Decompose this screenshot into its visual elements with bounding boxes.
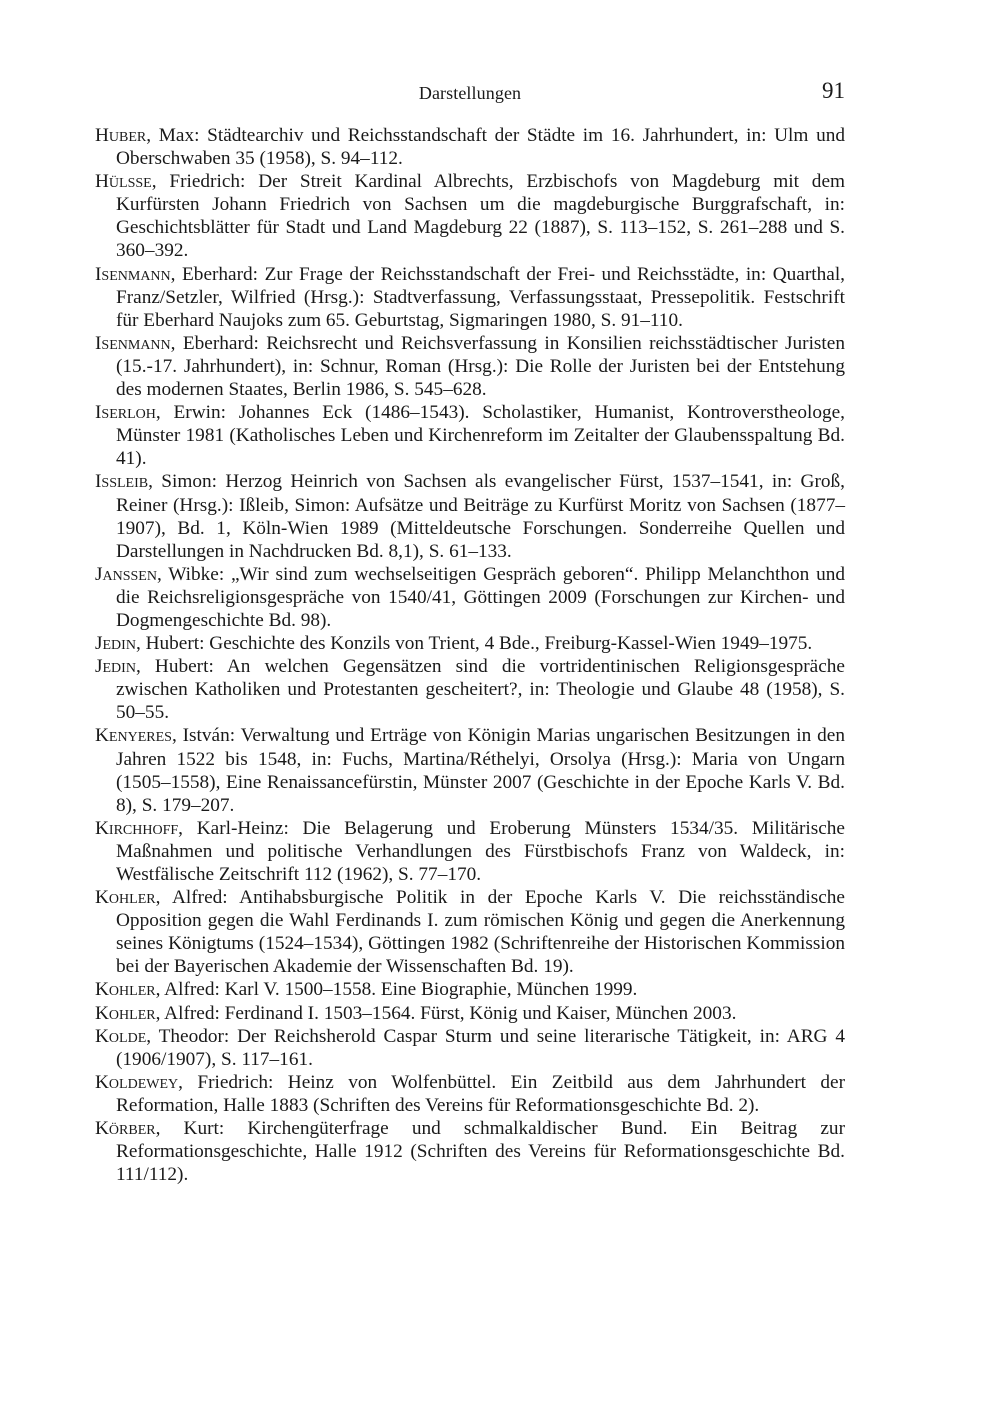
entry-author: Körber: [95, 1118, 156, 1140]
entry-text: , Eberhard: Zur Frage der Reichsstandschaft der Frei- und Reichsstädte, in: Quarthal, Franz/Setzler, Wilfried (Hrsg.): Stadtverfassung, Verfassungsstaat, Pressepolitik. Festschrift für Eberhard Naujoks zum 65. Geburtstag, Sigmaringen 1980, S. 91–110.: [116, 263, 845, 331]
bibliography-entry: [95, 401, 845, 470]
bibliography-entry: [95, 978, 845, 1001]
entry-author: Isenmann: [95, 332, 171, 354]
entry-text: , István: Verwaltung und Erträge von Königin Marias ungarischen Besitzungen in den Jahren 1522 bis 1548, in: Fuchs, Martina/Réthelyi, Orsolya (Hrsg.): Maria von Ungarn (1505–1558), Eine Renaissancefürstin, Münster 2007 (Geschichte in der Epoche Karls V. Bd. 8), S. 179–207.: [116, 725, 845, 816]
bibliography-entry: [95, 1071, 845, 1117]
entry-text: , Erwin: Johannes Eck (1486–1543). Scholastiker, Humanist, Kontroverstheologe, Münster 1981 (Katholisches Leben und Kirchenreform im Zeitalter der Glaubensspaltung Bd. 41).: [116, 402, 845, 470]
entry-text: , Alfred: Antihabsburgische Politik in der Epoche Karls V. Die reichsständische Opposition gegen die Wahl Ferdinands I. zum römischen König und gegen die Anerkennung seines Königtums (1524–1534), Göttingen 1982 (Schriftenreihe der Historischen Kommission bei der Bayerischen Akademie der Wissenschaften Bd. 19).: [116, 887, 845, 978]
entry-text: , Kurt: Kirchengüterfrage und schmalkaldischer Bund. Ein Beitrag zur Reformationsgeschichte, Halle 1912 (Schriften des Vereins für Reformationsgeschichte Bd. 111/112).: [116, 1118, 845, 1186]
entry-text: , Hubert: Geschichte des Konzils von Trient, 4 Bde., Freiburg-Kassel-Wien 1949–1975.: [135, 633, 813, 655]
entry-author: Janssen: [95, 563, 157, 585]
entry-text: , Friedrich: Der Streit Kardinal Albrechts, Erzbischofs von Magdeburg mit dem Kurfürsten Johann Friedrich von Sachsen um die magdeburgische Burggrafschaft, in: Geschichtsblätter für Stadt und Land Magdeburg 22 (1887), S. 113–152, S. 261–288 und S. 360–392.: [116, 171, 845, 262]
entry-author: Kirchhoff: [95, 817, 179, 839]
book-page: [95, 78, 845, 1186]
entry-author: Kohler: [95, 1002, 156, 1024]
running-title: Darstellungen: [418, 83, 522, 103]
bibliography-entry: [95, 1025, 845, 1071]
entry-text: , Karl-Heinz: Die Belagerung und Eroberung Münsters 1534/35. Militärische Maßnahmen und politische Verhandlungen des Fürstbischofs Franz von Waldeck, in: Westfälische Zeitschrift 112 (1962), S. 77–170.: [116, 817, 845, 885]
entry-author: Kohler: [95, 887, 156, 909]
bibliography-entry: [95, 886, 845, 978]
bibliography-list: [95, 124, 845, 1186]
bibliography-entry: [95, 263, 845, 332]
entry-author: Issleib: [95, 471, 149, 493]
entry-text: , Max: Städtearchiv und Reichsstandschaft der Städte im 16. Jahrhundert, in: Ulm und Oberschwaben 35 (1958), S. 94–112.: [116, 125, 845, 170]
entry-text: , Alfred: Karl V. 1500–1558. Eine Biographie, München 1999.: [155, 979, 638, 1001]
entry-author: Jedin: [95, 633, 136, 655]
entry-author: Kenyeres: [95, 725, 172, 747]
entry-author: Iserloh: [95, 402, 156, 424]
entry-author: Kolde: [95, 1025, 147, 1047]
bibliography-entry: [95, 563, 845, 632]
entry-text: , Friedrich: Heinz von Wolfenbüttel. Ein Zeitbild aus dem Jahrhundert der Reformation, Halle 1883 (Schriften des Vereins für Reformationsgeschichte Bd. 2).: [116, 1071, 845, 1116]
running-head: [95, 78, 845, 108]
entry-author: Isenmann: [95, 263, 171, 285]
entry-text: , Eberhard: Reichsrecht und Reichsverfassung in Konsilien reichsstädtischer Juristen (15.-17. Jahrhundert), in: Schnur, Roman (Hrsg.): Die Rolle der Juristen bei der Entstehung des modernen Staates, Berlin 1986, S. 545–628.: [116, 332, 845, 401]
bibliography-entry: [95, 1002, 845, 1025]
page-number: 91: [822, 78, 845, 103]
bibliography-entry: [95, 655, 845, 724]
bibliography-entry: [95, 124, 845, 170]
entry-author: Jedin: [95, 656, 136, 678]
entry-text: , Alfred: Ferdinand I. 1503–1564. Fürst, König und Kaiser, München 2003.: [155, 1002, 737, 1024]
entry-text: , Wibke: „Wir sind zum wechselseitigen Gespräch geboren“. Philipp Melanchthon und die Reichsreligionsgespräche von 1540/41, Göttingen 2009 (Forschungen zur Kirchen- und Dogmengeschichte Bd. 98).: [116, 563, 845, 631]
bibliography-entry: [95, 170, 845, 262]
entry-text: , Hubert: An welchen Gegensätzen sind die vortridentinischen Religionsgespräche zwischen Katholiken und Protestanten gescheitert?, in: Theologie und Glaube 48 (1958), S. 50–55.: [116, 656, 845, 724]
entry-author: Koldewey: [95, 1071, 179, 1093]
bibliography-entry: [95, 470, 845, 562]
bibliography-entry: [95, 817, 845, 886]
bibliography-entry: [95, 332, 845, 401]
entry-author: Hülsse: [95, 171, 152, 193]
entry-author: Kohler: [95, 979, 156, 1001]
entry-text: , Theodor: Der Reichsherold Caspar Sturm und seine literarische Tätigkeit, in: ARG 4 (1906/1907), S. 117–161.: [116, 1025, 845, 1070]
bibliography-entry: [95, 632, 845, 655]
entry-author: Huber: [95, 125, 147, 146]
entry-text: , Simon: Herzog Heinrich von Sachsen als evangelischer Fürst, 1537–1541, in: Groß, Reiner (Hrsg.): Ißleib, Simon: Aufsätze und Beiträge zu Kurfürst Moritz von Sachsen (1877–1907), Bd. 1, Köln-Wien 1989 (Mitteldeutsche Forschungen. Sonderreihe Quellen und Darstellungen in Nachdrucken Bd. 8,1), S. 61–133.: [116, 471, 845, 562]
bibliography-entry: [95, 724, 845, 816]
bibliography-entry: [95, 1117, 845, 1186]
